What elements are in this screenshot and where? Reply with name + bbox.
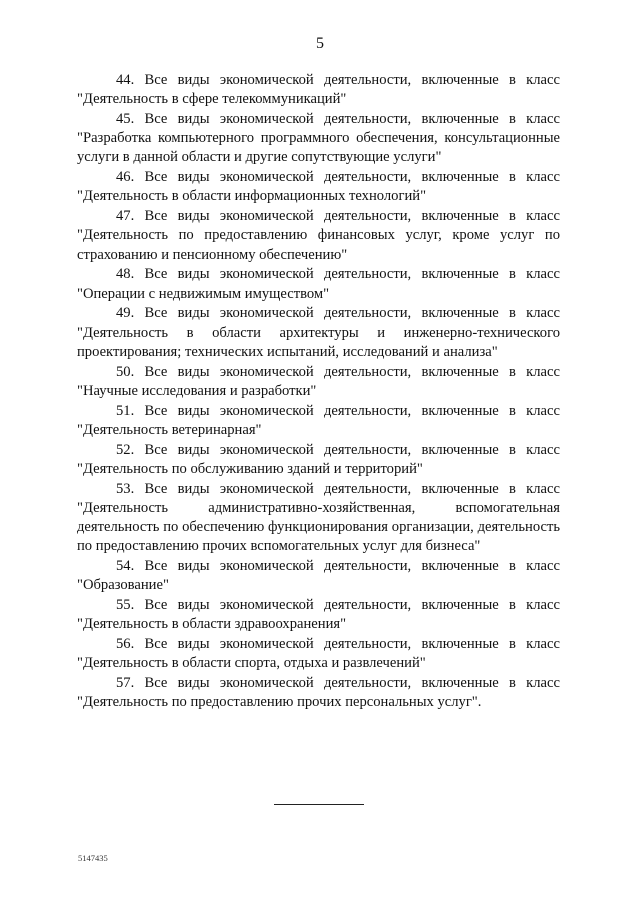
list-item (77, 265, 560, 303)
list-item-text: "Разработка компьютерного программного обеспечения, консультационные услуги в данной области и другие сопутствующие услуги" (77, 130, 560, 166)
list-item (77, 402, 560, 440)
list-item (77, 304, 560, 362)
list-item (77, 480, 560, 557)
page-number: 5 (316, 35, 324, 52)
list-item (77, 441, 560, 479)
list-item-text: "Деятельность по предоставлению финансовых услуг, кроме услуг по страхованию и пенсионному обеспечению" (77, 227, 560, 263)
list-item (77, 207, 560, 265)
list-item-lead: 55. Все виды экономической деятельности, включенные в класс (116, 597, 560, 614)
list-item (77, 110, 560, 168)
list-item-lead: 56. Все виды экономической деятельности, включенные в класс (116, 636, 560, 653)
list-item-lead: 46. Все виды экономической деятельности, включенные в класс (116, 169, 560, 186)
document-body (77, 71, 560, 713)
list-item-lead: 57. Все виды экономической деятельности, включенные в класс (116, 675, 560, 692)
list-item-text: "Деятельность в области информационных технологий" (77, 188, 427, 205)
list-item-lead: 45. Все виды экономической деятельности, включенные в класс (116, 111, 560, 127)
list-item-lead: 48. Все виды экономической деятельности, включенные в класс (116, 266, 560, 283)
footer-divider (274, 804, 364, 805)
list-item-lead: 52. Все виды экономической деятельности, включенные в класс (116, 441, 560, 458)
list-item-text: "Деятельность в области архитектуры и инженерно-технического проектирования; технических испытаний, исследований и анализа" (77, 324, 560, 360)
list-item (77, 71, 560, 109)
list-item-lead: 50. Все виды экономической деятельности, включенные в класс (116, 363, 560, 380)
list-item-lead: 44. Все виды экономической деятельности, включенные в класс (116, 72, 560, 88)
list-item-text: "Деятельность по обслуживанию зданий и территорий" (77, 460, 423, 477)
list-item (77, 674, 560, 712)
list-item-lead: 47. Все виды экономической деятельности, включенные в класс (116, 208, 560, 225)
list-item-text: "Деятельность в сфере телекоммуникаций" (77, 91, 347, 108)
list-item (77, 596, 560, 634)
list-item-text: "Операции с недвижимым имуществом" (77, 285, 330, 302)
list-item (77, 635, 560, 673)
list-item-text: "Образование" (77, 577, 169, 594)
list-item-text: "Деятельность в области здравоохранения" (77, 616, 347, 633)
list-item (77, 168, 560, 206)
list-item-lead: 49. Все виды экономической деятельности, включенные в класс (116, 305, 560, 322)
list-item-lead: 54. Все виды экономической деятельности, включенные в класс (116, 558, 560, 575)
list-item-lead: 53. Все виды экономической деятельности, включенные в класс (116, 480, 560, 497)
list-item-text: "Научные исследования и разработки" (77, 382, 317, 399)
list-item-lead: 51. Все виды экономической деятельности, включенные в класс (116, 402, 560, 419)
list-item (77, 557, 560, 595)
list-item-text: "Деятельность в области спорта, отдыха и развлечений" (77, 655, 426, 672)
list-item-text: "Деятельность ветеринарная" (77, 421, 262, 438)
list-item (77, 363, 560, 401)
list-item-text: "Деятельность административно-хозяйственная, вспомогательная деятельность по обеспечению функционирования организации, деятельность по предоставлению прочих вспомогательных услуг для бизнеса" (77, 499, 560, 555)
document-id: 5147435 (78, 853, 108, 863)
list-item-text: "Деятельность по предоставлению прочих персональных услуг". (77, 694, 482, 711)
